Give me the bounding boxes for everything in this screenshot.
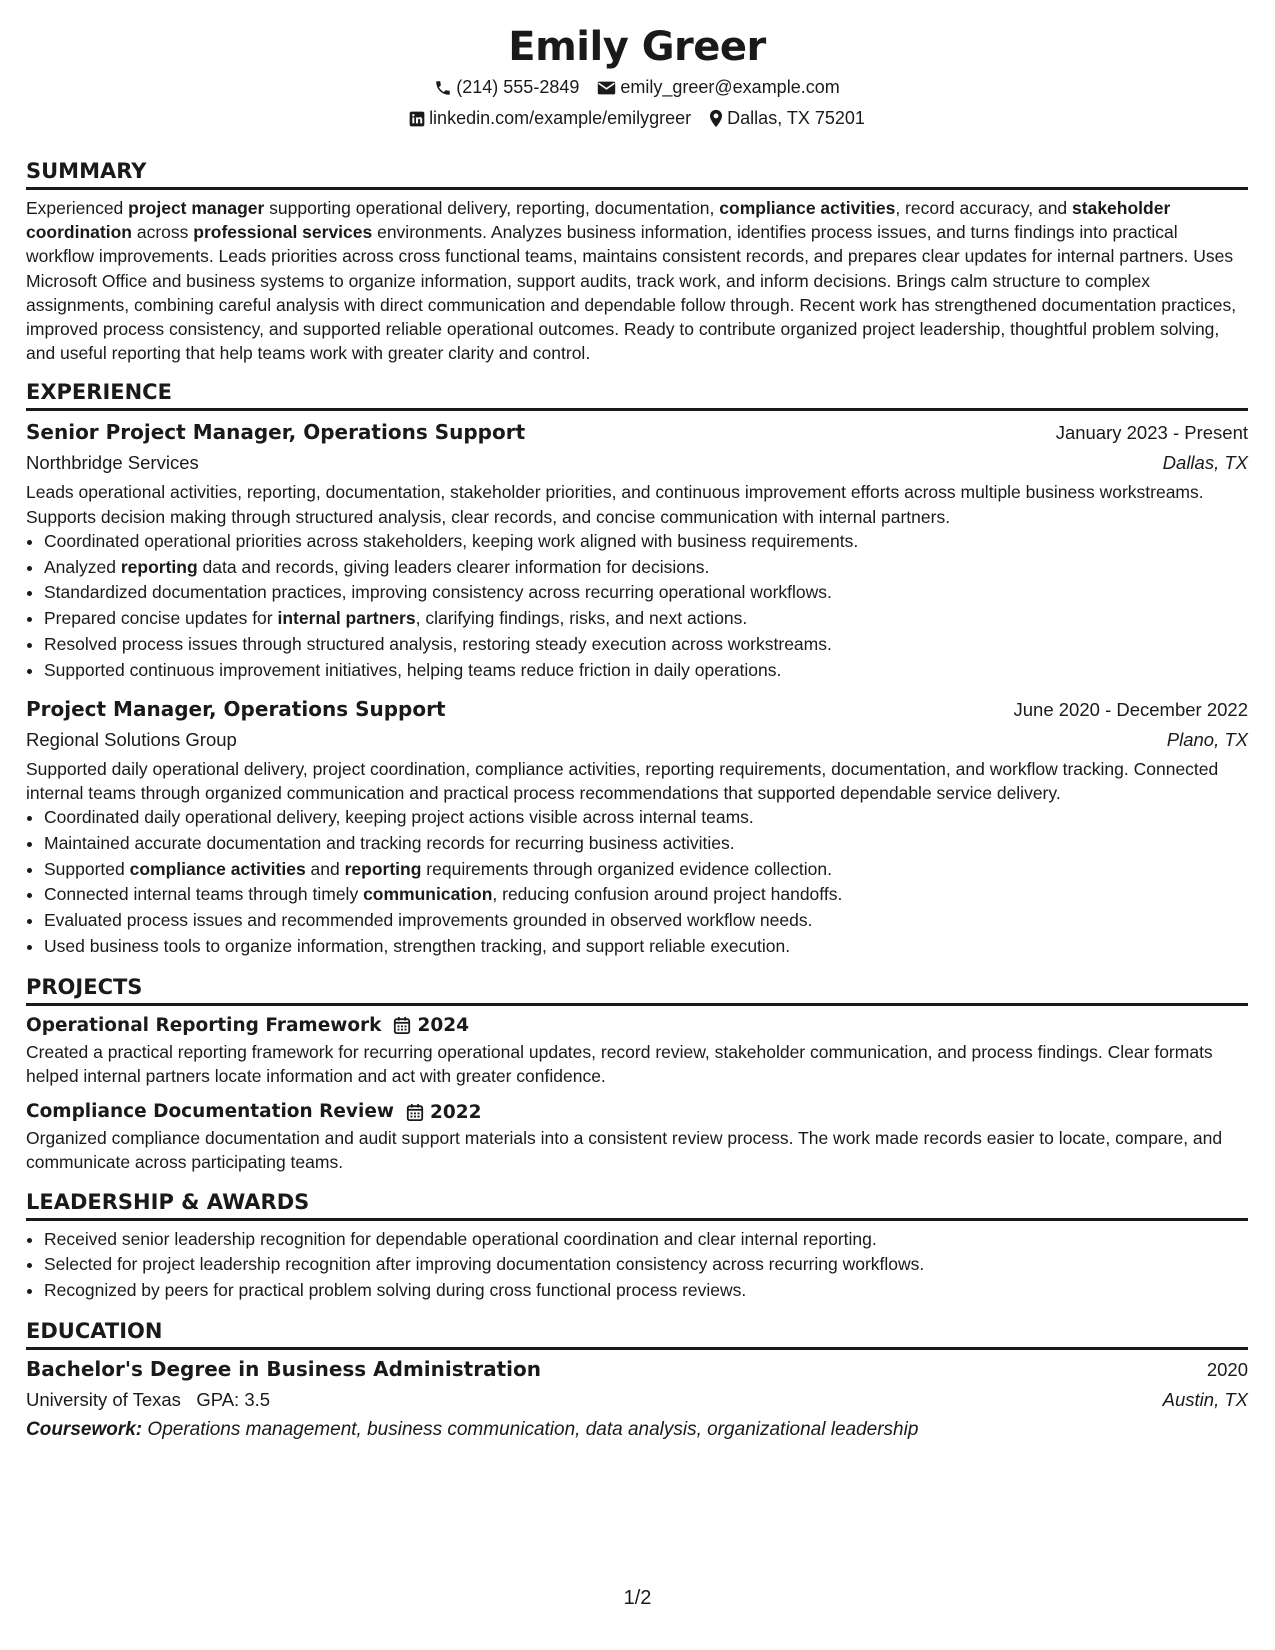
text-run: , clarifying findings, risks, and next actions. [415, 608, 748, 629]
job-entry [26, 694, 1248, 960]
job-location: Plano, TX [1166, 728, 1248, 750]
project-description: Created a practical reporting framework for recurring operational updates, record review, stakeholder communication, and process findings. Clear formats helped internal partners locate information and act with greater confidence. [26, 1041, 1213, 1086]
project-year-text: 2024 [417, 1015, 469, 1037]
bold-text-run: reporting [120, 556, 198, 577]
location-text: Dallas, TX 75201 [727, 108, 865, 128]
school-line [26, 1385, 270, 1415]
text-run: Supported [44, 858, 130, 879]
email-text[interactable]: emily_greer@example.com [620, 77, 840, 97]
section-title-projects: PROJECTS [26, 974, 1248, 1006]
job-description: Leads operational activities, reporting, documentation, stakeholder priorities, and continuous improvement efforts across multiple business workstreams. Supports decision making through structured analysis, clear records, and concise communication with internal partners. [26, 482, 1204, 527]
coursework-text: Operations management, business communication, data analysis, organizational leadership [147, 1419, 919, 1440]
job-title: Project Manager, Operations Support [26, 696, 446, 721]
school-gpa: GPA: 3.5 [196, 1389, 271, 1410]
phone-icon [434, 79, 452, 97]
experience-section [26, 379, 1248, 959]
education-entry [26, 1354, 1248, 1445]
text-run: Used business tools to organize information, strengthen tracking, and support reliable execution. [44, 936, 791, 956]
bullet-item [44, 831, 1248, 857]
project-year-text: 2022 [429, 1101, 482, 1123]
project-year [393, 1015, 469, 1036]
job-company-row [26, 448, 1248, 478]
text-run: supporting operational delivery, reporting, documentation, [264, 198, 720, 218]
project-header [26, 1098, 1248, 1126]
section-title-education: EDUCATION [26, 1318, 1248, 1350]
resume-page [26, 22, 1248, 1445]
bold-text-run: project manager [128, 198, 265, 218]
coursework-line [26, 1415, 1248, 1445]
linkedin-icon [409, 111, 425, 127]
bullet-item [44, 555, 1248, 581]
job-title-row [26, 417, 1248, 448]
award-item: • Received senior leadership recognition for dependable operational coordination and clear internal reporting. [44, 1227, 1248, 1253]
degree-title: Bachelor's Degree in Business Administration [26, 1357, 541, 1381]
education-degree-row [26, 1354, 1248, 1385]
bullet-item [44, 632, 1248, 658]
bold-text-run: reporting [344, 858, 422, 879]
job-dates: June 2020 - December 2022 [1013, 698, 1248, 720]
project-name: Compliance Documentation Review [26, 1101, 394, 1123]
project-entry [26, 1012, 1248, 1088]
bullet-item [44, 529, 1248, 555]
bold-text-run: communication [363, 884, 493, 905]
text-run: Experienced [26, 198, 129, 218]
section-title-summary: SUMMARY [26, 158, 1248, 190]
text-run: Coordinated operational priorities across stakeholders, keeping work aligned with business requirements. [44, 530, 859, 551]
section-title-experience: EXPERIENCE [26, 379, 1248, 411]
job-company-row [26, 725, 1248, 755]
project-description: Organized compliance documentation and audit support materials into a consistent review process. The work made records easier to locate, compare, and communicate across participating teams. [26, 1128, 1223, 1173]
degree-year: 2020 [1206, 1359, 1248, 1380]
award-item: • Recognized by peers for practical problem solving during cross functional process reviews. [44, 1278, 1248, 1304]
school-name: University of Texas [26, 1389, 181, 1410]
bullet-item [44, 934, 1248, 960]
bold-text-run: stakeholder coordination [26, 198, 1171, 243]
text-run: Evaluated process issues and recommended improvements grounded in observed workflow needs. [44, 910, 813, 931]
map-pin-icon [709, 109, 723, 128]
bullet-item [44, 857, 1248, 883]
school-location: Austin, TX [1162, 1389, 1248, 1410]
page-number: 1/2 [623, 1587, 652, 1609]
envelope-icon [597, 80, 616, 96]
project-header [26, 1012, 1248, 1040]
bold-text-run: internal partners [277, 608, 416, 629]
contact-row-2 [26, 103, 1248, 134]
bullet-item [44, 882, 1248, 908]
leadership-list [26, 1227, 1248, 1304]
text-run: and [305, 858, 345, 879]
education-section [26, 1318, 1248, 1445]
section-title-leadership: LEADERSHIP & AWARDS [26, 1189, 1248, 1221]
job-list [26, 417, 1248, 959]
job-location: Dallas, TX [1162, 452, 1248, 474]
resume-header [26, 22, 1248, 134]
leadership-section [26, 1189, 1248, 1304]
text-run: Standardized documentation practices, improving consistency across recurring operational workflows. [44, 582, 832, 603]
bullet-item [44, 658, 1248, 684]
job-bullets [26, 805, 1248, 960]
project-entry [26, 1098, 1248, 1174]
bullet-item [44, 606, 1248, 632]
text-run: data and records, giving leaders clearer information for decisions. [197, 556, 710, 577]
text-run: Coordinated daily operational delivery, keeping project actions visible across internal teams. [44, 807, 754, 828]
calendar-icon [393, 1016, 411, 1035]
contact-email[interactable] [597, 72, 839, 103]
company-name: Northbridge Services [26, 452, 199, 474]
bold-text-run: compliance activities [719, 198, 896, 218]
text-run: across [131, 222, 194, 243]
contact-linkedin[interactable] [409, 103, 691, 134]
text-run: Analyzed [44, 556, 121, 577]
text-run: Connected internal teams through timely [44, 884, 364, 905]
bold-text-run: professional services [193, 222, 373, 243]
contact-location [709, 103, 865, 134]
text-run: Maintained accurate documentation and tracking records for recurring business activities. [44, 832, 735, 853]
text-run: Prepared concise updates for [44, 608, 278, 629]
job-title: Senior Project Manager, Operations Support [26, 420, 526, 445]
bullet-item [44, 908, 1248, 934]
job-description: Supported daily operational delivery, project coordination, compliance activities, reporting requirements, documentation, and workflow tracking. Connected internal teams through organized communication and practical process recommendations that supported dependable service delivery. [26, 758, 1219, 803]
bold-text-run: compliance activities [129, 858, 306, 879]
company-name: Regional Solutions Group [26, 728, 237, 750]
text-run: , reducing confusion around project handoffs. [492, 884, 843, 905]
summary-section [26, 158, 1248, 365]
bullet-item [44, 580, 1248, 606]
projects-section [26, 974, 1248, 1175]
candidate-name: Emily Greer [508, 24, 766, 70]
project-name: Operational Reporting Framework [26, 1014, 382, 1036]
project-list [26, 1012, 1248, 1175]
award-item: • Selected for project leadership recognition after improving documentation consistency across recurring workflows. [44, 1252, 1248, 1278]
job-bullets [26, 529, 1248, 684]
summary-paragraph [26, 196, 1248, 365]
linkedin-text[interactable]: linkedin.com/example/emilygreer [429, 108, 692, 128]
job-title-row [26, 694, 1248, 725]
bullet-item [44, 805, 1248, 831]
text-run: Supported continuous improvement initiatives, helping teams reduce friction in daily operations. [44, 659, 782, 680]
contact-phone [434, 72, 579, 103]
coursework-label: Coursework: [26, 1419, 143, 1440]
job-entry [26, 417, 1248, 683]
job-dates: January 2023 - Present [1055, 422, 1248, 444]
contact-row-1 [26, 72, 1248, 103]
text-run: Resolved process issues through structured analysis, restoring steady execution across workstreams. [44, 634, 832, 655]
text-run: requirements through organized evidence collection. [421, 858, 832, 879]
education-school-row [26, 1385, 1248, 1415]
text-run: environments. Analyzes business information, identifies process issues, and turns findings into practical workflow improvements. Leads priorities across cross functional teams, maintains consistent records, and prepares clear updates for internal partners. Uses Microsoft Office and business systems to organize information, support audits, track work, and inform decisions. Brings calm structure to complex assignments, combining careful analysis with direct communication and dependable follow through. Recent work has strengthened documentation practices, improved process consistency, and supported reliable operational outcomes. Ready to contribute organized project leadership, thoughtful problem solving, and useful reporting that help teams work with greater clarity and control. [26, 222, 1237, 364]
calendar-icon [406, 1103, 424, 1122]
phone-text: (214) 555-2849 [456, 77, 580, 97]
project-year [406, 1102, 482, 1123]
text-run: , record accuracy, and [895, 198, 1073, 218]
